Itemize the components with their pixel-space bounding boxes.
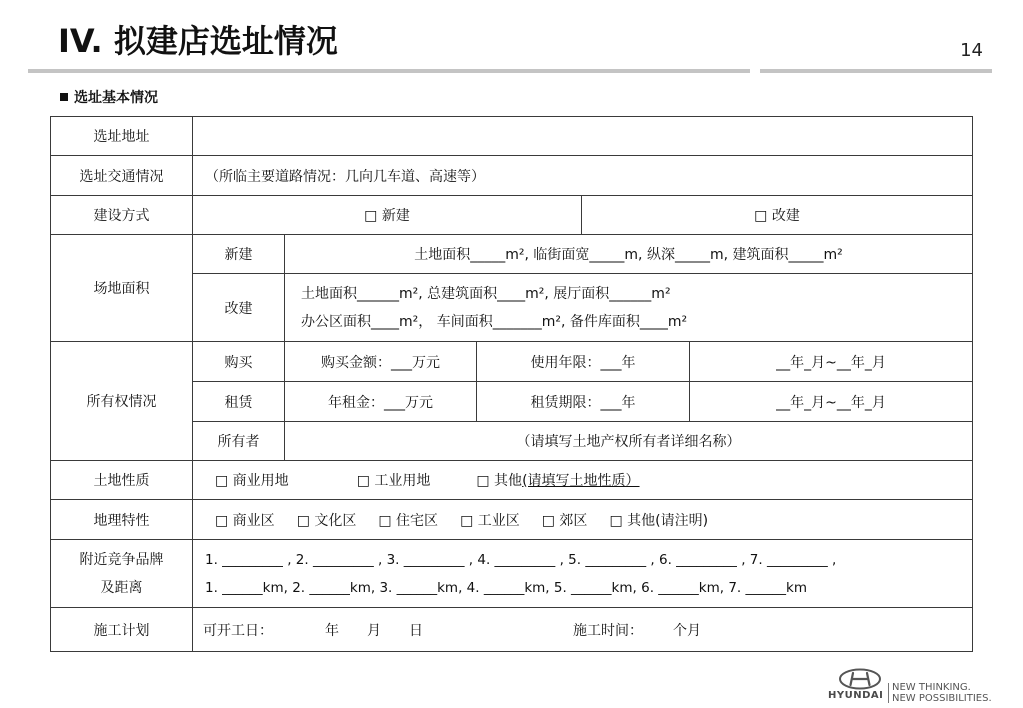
competitor-fields[interactable] <box>192 539 973 608</box>
geo-culture-checkbox[interactable]: □ 文化区 <box>296 512 357 529</box>
lease-period-field[interactable]: __年_月~__年_月 <box>689 381 973 422</box>
logo-tagline-line-1: NEW THINKING. <box>892 682 971 693</box>
ownership-label: 所有权情况 <box>50 341 193 461</box>
reno-fields-line-1: 土地面积______m², 总建筑面积____m², 展厅面积______m² <box>301 285 671 302</box>
site-area-reno-fields[interactable] <box>284 273 973 342</box>
build-renovate-checkbox[interactable]: □ 改建 <box>581 195 973 235</box>
traffic-value[interactable]: （所临主要道路情况：几向几车道、高速等） <box>192 155 973 196</box>
lease-rent-field[interactable]: 年租金：___万元 <box>284 381 477 422</box>
lease-label: 租赁 <box>192 381 285 422</box>
land-other-checkbox[interactable]: □ 其他 <box>476 473 523 489</box>
address-value[interactable] <box>192 116 973 156</box>
header-divider <box>28 69 750 73</box>
geo-suburb-checkbox[interactable]: □ 郊区 <box>541 512 588 529</box>
build-new-checkbox[interactable]: □ 新建 <box>192 195 582 235</box>
land-commercial-checkbox[interactable]: □ 商业用地 <box>215 473 289 489</box>
land-other-note[interactable]: (请填写土地性质） <box>522 473 640 489</box>
address-label: 选址地址 <box>50 116 193 156</box>
competitor-label-line-1: 附近竞争品牌 <box>79 551 164 568</box>
hyundai-emblem-icon <box>838 668 882 690</box>
competitor-brands-line: 1. _________ , 2. _________ , 3. _________ , 4. _________ , 5. _________ , 6. _________ , 7. _________ , <box>205 551 837 568</box>
bullet-square-icon <box>60 93 68 101</box>
start-month-unit: 月 <box>367 622 381 639</box>
buy-period-field[interactable]: __年_月~__年_月 <box>689 341 973 382</box>
site-area-label: 场地面积 <box>50 234 193 342</box>
land-industrial-checkbox[interactable]: □ 工业用地 <box>356 473 431 489</box>
site-area-new-fields[interactable]: 土地面积_____m², 临街面宽_____m, 纵深_____m, 建筑面积_____m² <box>284 234 973 274</box>
start-day-unit: 日 <box>409 622 423 639</box>
owner-field[interactable]: （请填写土地产权所有者详细名称） <box>284 421 973 461</box>
buy-label: 购买 <box>192 341 285 382</box>
competitor-label <box>50 539 193 608</box>
buy-amount-field[interactable]: 购买金额：___万元 <box>284 341 477 382</box>
section-heading-text: 选址基本情况 <box>74 90 158 106</box>
duration-label: 施工时间： <box>573 622 643 639</box>
geo-other-checkbox[interactable]: □ 其他(请注明) <box>609 512 709 529</box>
buy-years-field[interactable]: 使用年限：___年 <box>476 341 690 382</box>
section-heading <box>60 87 158 107</box>
land-nature-label: 土地性质 <box>50 460 193 500</box>
geo-residential-checkbox[interactable]: □ 住宅区 <box>378 512 439 529</box>
site-info-table <box>50 116 973 652</box>
geo-commercial-checkbox[interactable]: □ 商业区 <box>215 512 275 529</box>
hyundai-wordmark: HYUNDAI <box>828 690 884 701</box>
header-divider-right <box>760 69 992 73</box>
start-date-label: 可开工日： <box>203 622 273 639</box>
construction-label: 施工计划 <box>50 607 193 652</box>
build-mode-label: 建设方式 <box>50 195 193 235</box>
hyundai-logo <box>828 668 1018 704</box>
site-area-reno-label: 改建 <box>192 273 285 342</box>
construction-fields[interactable] <box>192 607 973 652</box>
lease-years-field[interactable]: 租赁期限：___年 <box>476 381 690 422</box>
logo-separator <box>888 683 889 703</box>
competitor-label-line-2: 及距离 <box>100 579 143 596</box>
logo-tagline-line-2: NEW POSSIBILITIES. <box>892 693 992 704</box>
competitor-distances-line: 1. ______km, 2. ______km, 3. ______km, 4. ______km, 5. ______km, 6. ______km, 7. ______km <box>205 579 807 596</box>
logo-tagline <box>892 682 992 704</box>
site-area-new-label: 新建 <box>192 234 285 274</box>
duration-unit: 个月 <box>673 622 701 639</box>
land-nature-options <box>192 460 973 500</box>
geo-options <box>192 499 973 540</box>
page-number: 14 <box>960 40 983 61</box>
reno-fields-line-2: 办公区面积____m²， 车间面积_______m², 备件库面积____m² <box>301 313 688 330</box>
traffic-label: 选址交通情况 <box>50 155 193 196</box>
geo-label: 地理特性 <box>50 499 193 540</box>
start-year-unit: 年 <box>325 622 339 639</box>
geo-industrial-checkbox[interactable]: □ 工业区 <box>460 512 520 529</box>
owner-label: 所有者 <box>192 421 285 461</box>
page-title: IV. 拟建店选址情况 <box>58 22 338 60</box>
